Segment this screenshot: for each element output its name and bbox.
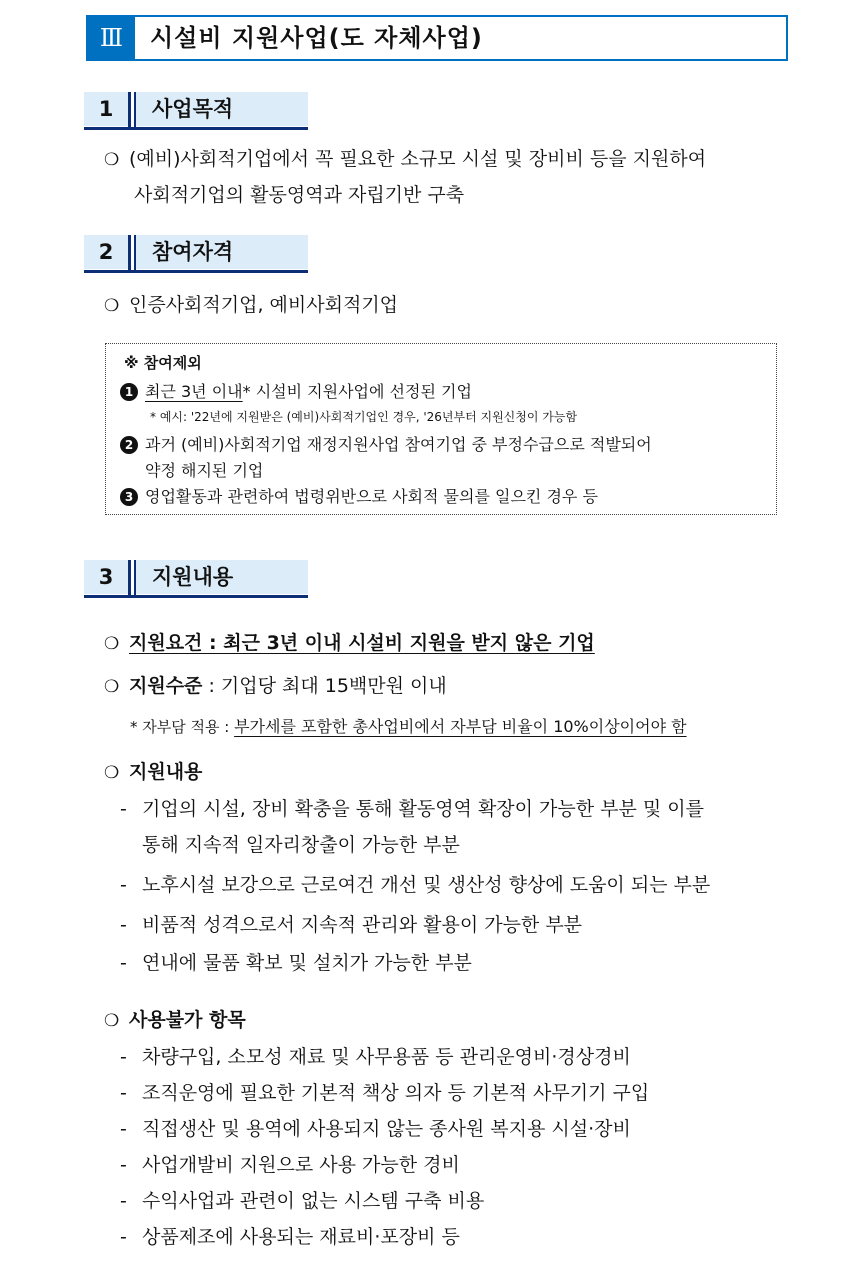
support-level-text: : 기업당 최대 15백만원 이내 <box>208 675 447 697</box>
number-2-icon: 2 <box>120 436 138 454</box>
exclusion-item-3-text: 영업활동과 관련하여 법령위반으로 사회적 물의를 일으킨 경우 등 <box>145 487 598 506</box>
section-number: 2 <box>84 235 128 269</box>
number-3-icon: 3 <box>120 488 138 506</box>
dash: - <box>120 1226 127 1248</box>
unusable-item-text: 사업개발비 지원으로 사용 가능한 경비 <box>142 1154 460 1176</box>
divider <box>128 92 131 129</box>
bullet-icon: ❍ <box>104 296 120 316</box>
purpose-line-2: 사회적기업의 활동영역과 자립기반 구축 <box>134 184 465 206</box>
dash: - <box>120 1082 127 1104</box>
section-title: 사업목적 <box>136 92 308 126</box>
exclusion-item-3 <box>120 484 598 507</box>
dash: - <box>120 914 127 936</box>
section-number: 3 <box>84 560 128 594</box>
exclusion-title: ※ 참여제외 <box>124 354 202 372</box>
section-header-support <box>84 560 308 600</box>
unusable-item <box>120 1116 631 1142</box>
content-item-text: 노후시설 보강으로 근로여건 개선 및 생산성 향상에 도움이 되는 부분 <box>142 874 711 896</box>
support-level-label: 지원수준 <box>129 675 203 697</box>
unusable-item-text: 조직운영에 필요한 기본적 책상 의자 등 기본적 사무기기 구입 <box>142 1082 650 1104</box>
content-item-text: 기업의 시설, 장비 확충을 통해 활동영역 확장이 가능한 부분 및 이를 <box>142 798 704 820</box>
chapter-number: Ⅲ <box>88 17 135 59</box>
chapter-title: 시설비 지원사업(도 자체사업) <box>150 24 483 52</box>
dash: - <box>120 1190 127 1212</box>
unusable-item <box>120 1080 649 1106</box>
exclusion-note: * 예시: '22년에 지원받은 (예비)사회적기업인 경우, '26년부터 지원신청이 가능함 <box>150 410 578 424</box>
exclusion-item-1-text: * 시설비 지원사업에 선정된 기업 <box>242 382 472 401</box>
unusable-item <box>120 1188 484 1214</box>
unusable-item-text: 차량구입, 소모성 재료 및 사무용품 등 관리운영비·경상경비 <box>142 1046 631 1068</box>
section-header-purpose <box>84 92 308 132</box>
dash: - <box>120 1154 127 1176</box>
self-burden-label: * 자부담 적용 : <box>130 718 230 736</box>
unusable-item-text: 직접생산 및 용역에 사용되지 않는 종사원 복지용 시설·장비 <box>142 1118 631 1140</box>
number-1-icon: 1 <box>120 383 138 401</box>
eligibility-item <box>104 292 398 319</box>
section-title: 참여자격 <box>136 235 308 269</box>
content-item-text: 비품적 성격으로서 지속적 관리와 활용이 가능한 부분 <box>142 914 583 936</box>
content-item <box>120 950 472 976</box>
content-item-text: 연내에 물품 확보 및 설치가 가능한 부분 <box>142 952 472 974</box>
unusable-title <box>104 1007 246 1034</box>
unusable-item <box>120 1152 460 1178</box>
divider <box>84 127 308 130</box>
section-title: 지원내용 <box>136 560 308 594</box>
content-title-text: 지원내용 <box>129 761 203 783</box>
section-header-eligibility <box>84 235 308 275</box>
chapter-header <box>86 15 788 61</box>
unusable-item-text: 수익사업과 관련이 없는 시스템 구축 비용 <box>142 1190 485 1212</box>
unusable-title-text: 사용불가 항목 <box>129 1009 246 1031</box>
divider <box>128 560 131 597</box>
dash: - <box>120 1046 127 1068</box>
exclusion-item-2-text: 과거 (예비)사회적기업 재정지원사업 참여기업 중 부정수급으로 적발되어 <box>145 435 652 454</box>
dash: - <box>120 1118 127 1140</box>
divider <box>84 595 308 598</box>
exclusion-item-2-text-continued: 약정 해지된 기업 <box>145 461 264 480</box>
unusable-item <box>120 1224 460 1250</box>
content-item-continued: 통해 지속적 일자리창출이 가능한 부분 <box>142 834 460 856</box>
bullet-icon: ❍ <box>104 150 120 170</box>
self-burden-text: 부가세를 포함한 총사업비에서 자부담 비율이 10%이상이어야 함 <box>234 717 687 736</box>
bullet-icon: ❍ <box>104 1011 120 1031</box>
exclusion-item-1 <box>120 379 472 402</box>
unusable-item-text: 상품제조에 사용되는 재료비·포장비 등 <box>142 1226 460 1248</box>
exclusion-item-2 <box>120 432 652 455</box>
bullet-icon: ❍ <box>104 634 120 654</box>
bullet-icon: ❍ <box>104 763 120 783</box>
support-requirement <box>104 630 595 657</box>
bullet-icon: ❍ <box>104 677 120 697</box>
purpose-line-1: (예비)사회적기업에서 꼭 필요한 소규모 시설 및 장비비 등을 지원하여 <box>129 148 707 170</box>
support-requirement-text: 지원요건 : 최근 3년 이내 시설비 지원을 받지 않은 기업 <box>129 632 595 654</box>
section-number: 1 <box>84 92 128 126</box>
self-burden-note <box>130 714 687 737</box>
purpose-item <box>104 146 706 173</box>
divider <box>128 235 131 272</box>
exclusion-item-1-underlined: 최근 3년 이내 <box>145 382 243 401</box>
content-item <box>120 796 704 822</box>
content-title <box>104 759 202 786</box>
support-level <box>104 673 447 700</box>
dash: - <box>120 874 127 896</box>
divider <box>84 270 308 273</box>
dash: - <box>120 798 127 820</box>
unusable-item <box>120 1044 631 1070</box>
exclusion-box <box>105 343 777 515</box>
eligibility-text: 인증사회적기업, 예비사회적기업 <box>129 294 399 316</box>
content-item <box>120 872 710 898</box>
content-item <box>120 912 582 938</box>
dash: - <box>120 952 127 974</box>
